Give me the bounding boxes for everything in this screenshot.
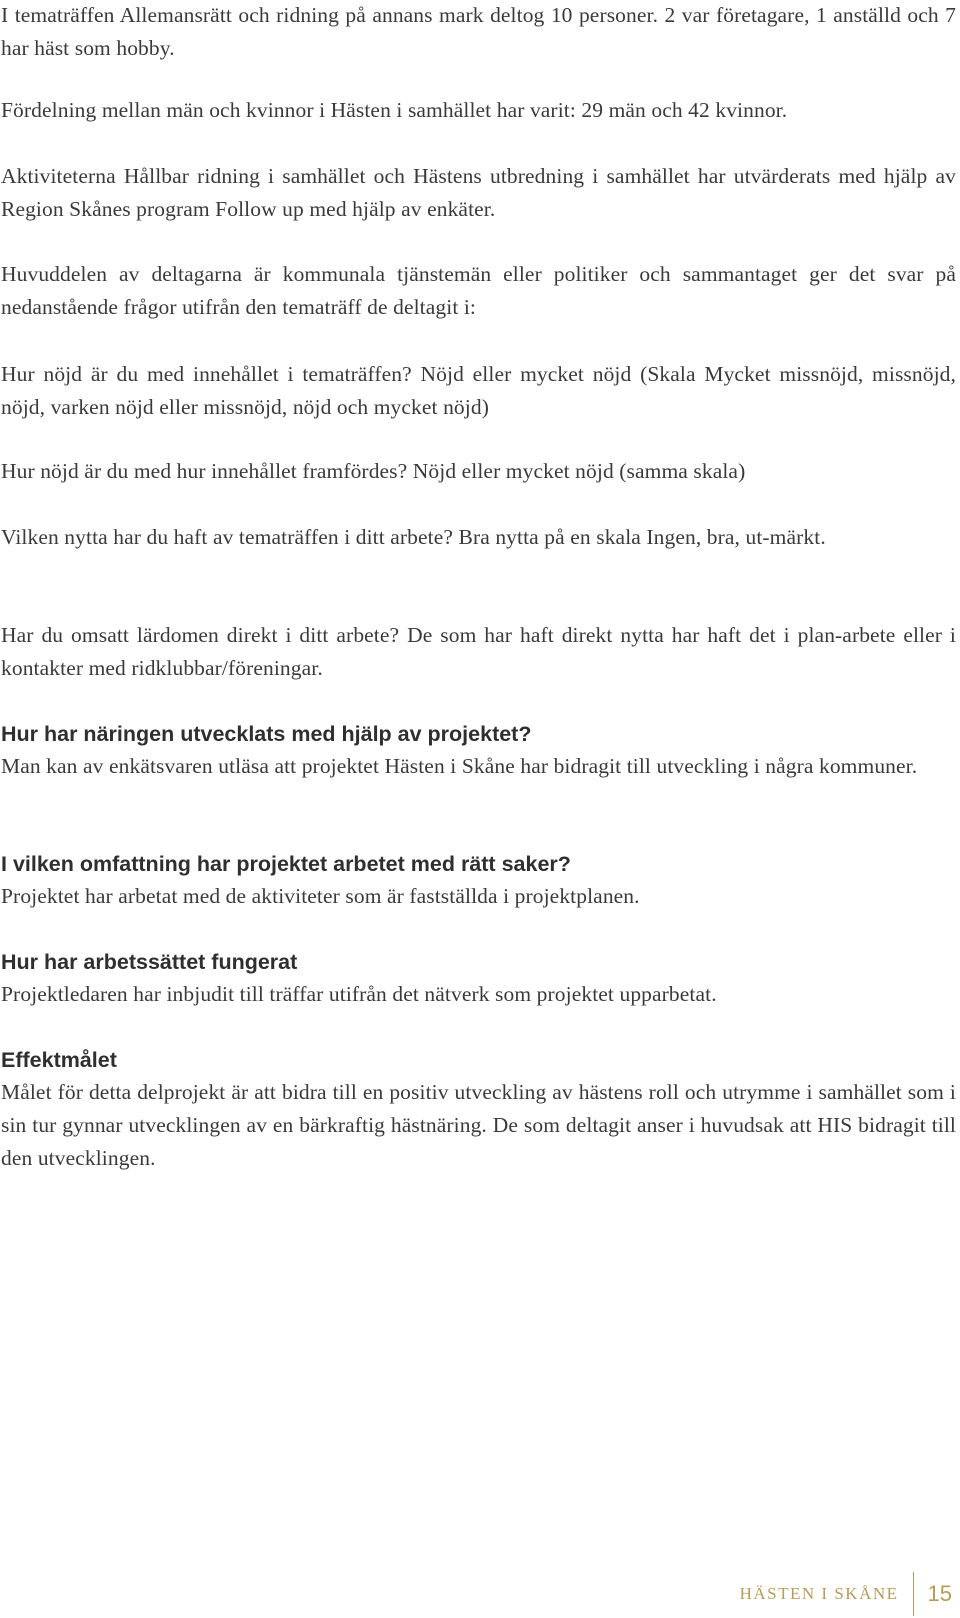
paragraph-evaluation-method: Aktiviteterna Hållbar ridning i samhället och Hästens utbredning i samhället har utvärderats med hjälp av Region Skånes program Follow up med hjälp av enkäter. [1, 164, 956, 221]
paragraph-question-delivery: Hur nöjd är du med hur innehållet framfördes? Nöjd eller mycket nöjd (samma skala) [1, 459, 746, 483]
paragraph-right-things: Projektet har arbetat med de aktiviteter som är fastställda i projektplanen. [1, 884, 640, 908]
paragraph-question-content: Hur nöjd är du med innehållet i tematräffen? Nöjd eller mycket nöjd (Skala Mycket missnöjd, missnöjd, nöjd, varken nöjd eller missnöjd, nöjd och mycket nöjd) [1, 362, 956, 419]
paragraph-working-method: Projektledaren har inbjudit till träffar utifrån det nätverk som projektet upparbetat. [1, 982, 717, 1006]
paragraph-question-applied: Har du omsatt lärdomen direkt i ditt arbete? De som har haft direkt nytta har haft det i plan-arbete eller i kontakter med ridklubbar/föreningar. [1, 623, 956, 680]
paragraph-participants-summary: Huvuddelen av deltagarna är kommunala tjänstemän eller politiker och sammantaget ger det svar på nedanstående frågor utifrån den tematräff de deltagit i: [1, 262, 956, 319]
heading-working-method: Hur har arbetssättet fungerat [1, 950, 298, 974]
paragraph-industry-development: Man kan av enkätsvaren utläsa att projektet Hästen i Skåne har bidragit till utveckling i några kommuner. [1, 754, 918, 778]
heading-impact-goal: Effektmålet [1, 1048, 117, 1072]
page-number: 15 [927, 1581, 952, 1606]
heading-industry-development: Hur har näringen utvecklats med hjälp av projektet? [1, 722, 532, 746]
paragraph-gender-distribution: Fördelning mellan män och kvinnor i Hästen i samhället har varit: 29 män och 42 kvinnor. [1, 98, 788, 122]
heading-right-things: I vilken omfattning har projektet arbetet med rätt saker? [1, 852, 571, 876]
page-footer [740, 1570, 952, 1618]
paragraph-question-usefulness: Vilken nytta har du haft av tematräffen i ditt arbete? Bra nytta på en skala Ingen, bra, ut-märkt. [1, 525, 826, 549]
paragraph-impact-goal: Målet för detta delprojekt är att bidra till en positiv utveckling av hästens roll och utrymme i samhället som i sin tur gynnar utvecklingen av en bärkraftig hästnäring. De som deltagit anser i huvudsak att HIS bidragit till den utvecklingen. [1, 1080, 956, 1170]
paragraph-tematraff-participants: I tematräffen Allemansrätt och ridning på annans mark deltog 10 personer. 2 var företagare, 1 anställd och 7 har häst som hobby. [1, 3, 956, 60]
footer-title: HÄSTEN I SKÅNE [739, 1584, 899, 1603]
